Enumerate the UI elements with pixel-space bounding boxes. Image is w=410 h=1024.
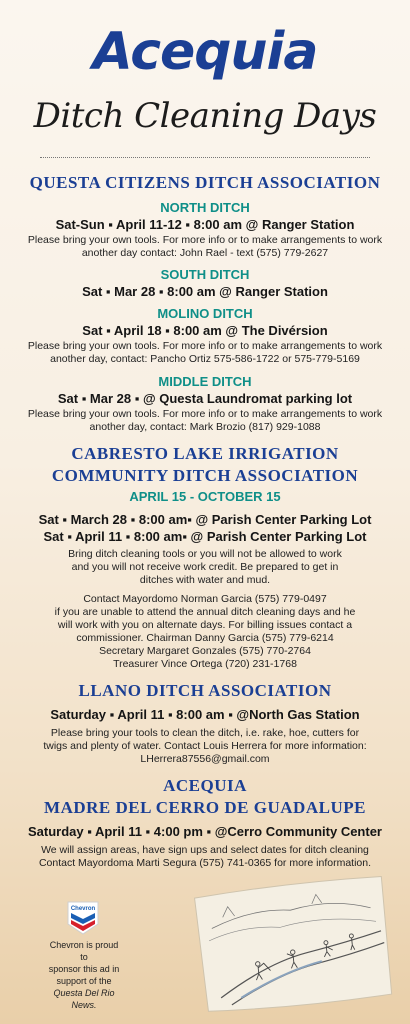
llano-heading: LLANO DITCH ASSOCIATION [78, 681, 332, 700]
cabresto-heading-1: CABRESTO LAKE IRRIGATION [71, 444, 339, 463]
sponsor-note [48, 939, 120, 1011]
middle-ditch-schedule: Sat ▪ Mar 28 ▪ @ Questa Laundromat parking lot [57, 391, 353, 406]
cabresto-note-2: and you will not receive work credit. Be prepared to get in [71, 561, 339, 573]
sponsor-line-4: Questa Del Rio News. [53, 988, 115, 1010]
page-subtitle: Ditch Cleaning Days [33, 96, 377, 136]
ditch-sketch-illustration [190, 870, 399, 1020]
madre-heading-1: ACEQUIA [163, 776, 247, 795]
cabresto-contact-3: will work with you on alternate days. For billing issues contact a [57, 619, 353, 631]
north-ditch-heading: NORTH DITCH [160, 200, 250, 215]
madre-note-2: Contact Mayordoma Marti Segura (575) 741-0365 for more information. [38, 857, 372, 869]
molino-ditch-note-2: another day, contact: Pancho Ortiz 575-586-1722 or 575-779-5169 [50, 353, 360, 365]
chevron-logo-icon [66, 900, 100, 936]
llano-note-1: Please bring your tools to clean the ditch, i.e. rake, hoe, cutters for [50, 727, 360, 739]
cabresto-schedule-1: Sat ▪ March 28 ▪ 8:00 am▪ @ Parish Center Parking Lot [38, 512, 372, 527]
questa-heading: QUESTA CITIZENS DITCH ASSOCIATION [29, 173, 381, 192]
llano-email: LHerrera87556@gmail.com [140, 753, 270, 765]
llano-note-2: twigs and plenty of water. Contact Louis Herrera for more information: [43, 740, 367, 752]
cabresto-contact-6: Treasurer Vince Ortega (720) 231-1768 [113, 658, 297, 670]
chevron-logo [66, 900, 100, 936]
north-ditch-schedule: Sat-Sun ▪ April 11-12 ▪ 8:00 am @ Ranger Station [55, 217, 355, 232]
north-ditch-note-2: another day contact: John Rael - text (575) 779-2627 [81, 247, 329, 259]
north-ditch-note-1: Please bring your own tools. For more info or to make arrangements to work [27, 234, 383, 246]
middle-ditch-note-1: Please bring your own tools. For more info or to make arrangements to work [27, 408, 383, 420]
molino-ditch-schedule: Sat ▪ April 18 ▪ 8:00 am @ The Divérsion [82, 323, 328, 338]
sponsor-line-3: support of the [56, 976, 112, 986]
south-ditch-heading: SOUTH DITCH [160, 267, 250, 282]
llano-schedule: Saturday ▪ April 11 ▪ 8:00 am ▪ @North Gas Station [50, 707, 360, 722]
cabresto-dates: APRIL 15 - OCTOBER 15 [129, 489, 281, 504]
page-title: Acequia [92, 22, 318, 82]
cabresto-heading-2: COMMUNITY DITCH ASSOCIATION [51, 466, 359, 485]
middle-ditch-note-2: another day, contact: Mark Brozio (817) 929-1088 [89, 421, 321, 433]
sponsor-line-1: Chevron is proud to [49, 940, 119, 962]
south-ditch-schedule: Sat ▪ Mar 28 ▪ 8:00 am @ Ranger Station [82, 284, 328, 299]
madre-heading-2: MADRE DEL CERRO DE GUADALUPE [44, 798, 366, 817]
molino-ditch-heading: MOLINO DITCH [157, 306, 253, 321]
madre-schedule: Saturday ▪ April 11 ▪ 4:00 pm ▪ @Cerro Community Center [28, 824, 382, 839]
madre-note-1: We will assign areas, have sign ups and select dates for ditch cleaning [41, 844, 369, 856]
cabresto-contact-1: Contact Mayordomo Norman Garcia (575) 779-0497 [83, 593, 327, 605]
cabresto-contact-2: if you are unable to attend the annual ditch cleaning days and he [54, 606, 356, 618]
cabresto-schedule-2: Sat ▪ April 11 ▪ 8:00 am▪ @ Parish Center Parking Lot [43, 529, 367, 544]
sponsor-line-2: sponsor this ad in [48, 964, 120, 974]
cabresto-note-3: ditches with water and mud. [139, 574, 271, 586]
cabresto-note-1: Bring ditch cleaning tools or you will not be allowed to work [68, 548, 342, 560]
divider [40, 157, 370, 158]
cabresto-contact-5: Secretary Margaret Gonzales (575) 770-2764 [99, 645, 311, 657]
chevron-logo-text: Chevron [70, 906, 96, 912]
middle-ditch-heading: MIDDLE DITCH [158, 374, 252, 389]
molino-ditch-note-1: Please bring your own tools. For more info or to make arrangements to work [27, 340, 383, 352]
cabresto-contact-4: commissioner. Chairman Danny Garcia (575) 779-6214 [76, 632, 334, 644]
